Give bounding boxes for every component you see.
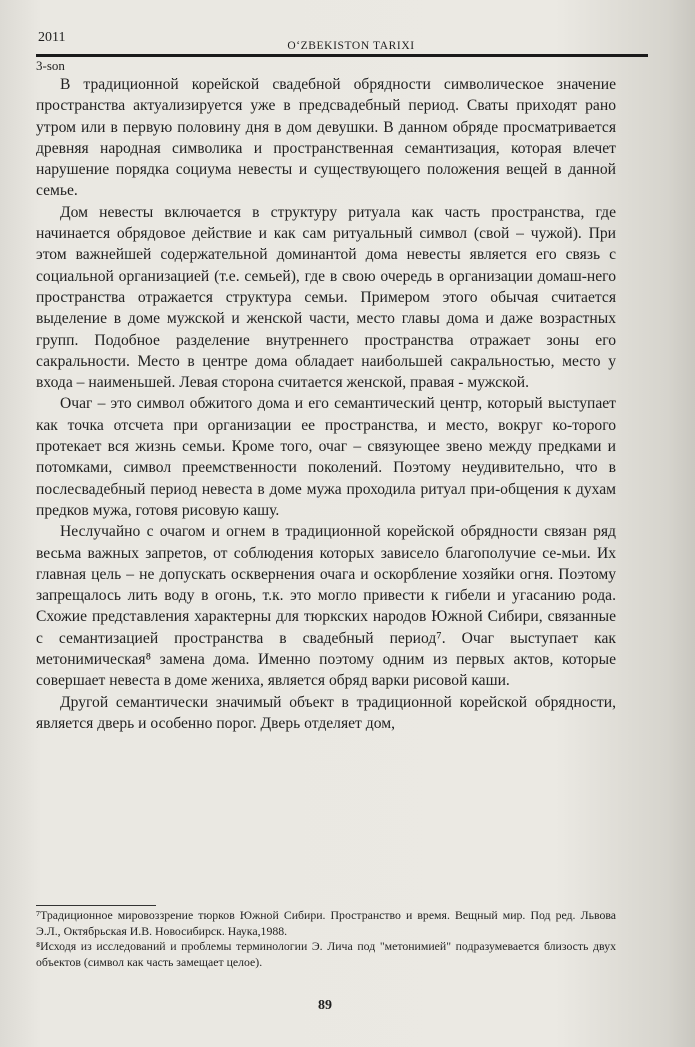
paragraph-1: В традиционной корейской свадебной обрядности символическое значение пространства актуализируется уже в предсвадебный период. Сваты приходят рано утром или в первую половину дня в дом девушки. В данном обряде просматривается древняя народная символика и пространственная семантизация, которая влечет нарушение порядка социума невесты и существующего положения вещей в данной семье. [36, 76, 616, 200]
article-body [36, 74, 616, 734]
header-issue: 3-son [36, 58, 65, 73]
footnote-divider [36, 905, 156, 906]
paragraph-5: Другой семантически значимый объект в традиционной корейской обрядности, является дверь и особенно порог. Дверь отделяет дом, [36, 693, 616, 732]
paragraph-3: Очаг – это символ обжитого дома и его семантический центр, который выступает как точка отсчета при организации ее пространства, и место, вокруг ко-торого протекает вся жизнь семьи. Кроме того, очаг – связующее звено между предками и потомками, символ преемственности поколений. Поэтому неудивительно, что в послесвадебный период невеста в доме мужа проходила ритуал при-общения к духам предков мужа, готовя рисовую кашу. [36, 395, 616, 519]
footnote-8: ⁸Исходя из исследований и проблемы терминологии Э. Лича под "метонимией" подразумевается близость двух объектов (символ как часть замещает целое). [36, 939, 616, 969]
paragraph-2: Дом невесты включается в структуру ритуала как часть пространства, где начинается обрядовое действие и как сам ритуальный символ (свой – чужой). При этом важнейшей содержательной доминантой дома невесты является его связь с социальной организацией (т.е. семьей), где в свою очередь в организации домаш-него пространства отражается структура семьи. Примером этого обычая считается выделение в доме мужской и женской части, место главы дома и даже возрастных групп. Подобное разделение внутреннего пространства отражает зоны его сакральности. Место в центре дома обладает наибольшей сакральностью, место у входа – наименьшей. Левая сторона считается женской, правая - мужской. [36, 203, 616, 392]
page-number: 89 [318, 998, 332, 1013]
running-header [36, 28, 666, 58]
header-year: 2011 [38, 30, 66, 45]
footnote-7: ⁷Традиционное мировоззрение тюрков Южной Сибири. Пространство и время. Вещный мир. Под ред. Львова Э.Л., Октябрьская И.В. Новосибирск. Наука,1988. [36, 908, 616, 938]
paragraph-4: Неслучайно с очагом и огнем в традиционной корейской обрядности связан ряд весьма важных запретов, от соблюдения которых зависело благополучие се-мьи. Их главная цель – не допускать осквернения очага и оскорбление хозяйки огня. Поэтому запрещалось лить воду в огонь, т.к. это могло привести к гибели и угасанию рода. Схожие представления характерны для тюркских народов Южной Сибири, связанные с семантизацией пространства в свадебный период⁷. Очаг выступает как метонимическая⁸ замена дома. Именно поэтому одним из первых актов, которые совершает невеста в доме жениха, является обряд варки рисовой каши. [36, 523, 616, 690]
footnotes [36, 908, 616, 970]
header-rule [36, 54, 648, 57]
header-journal-title: O‘ZBEKISTON TARIXI [287, 40, 415, 52]
